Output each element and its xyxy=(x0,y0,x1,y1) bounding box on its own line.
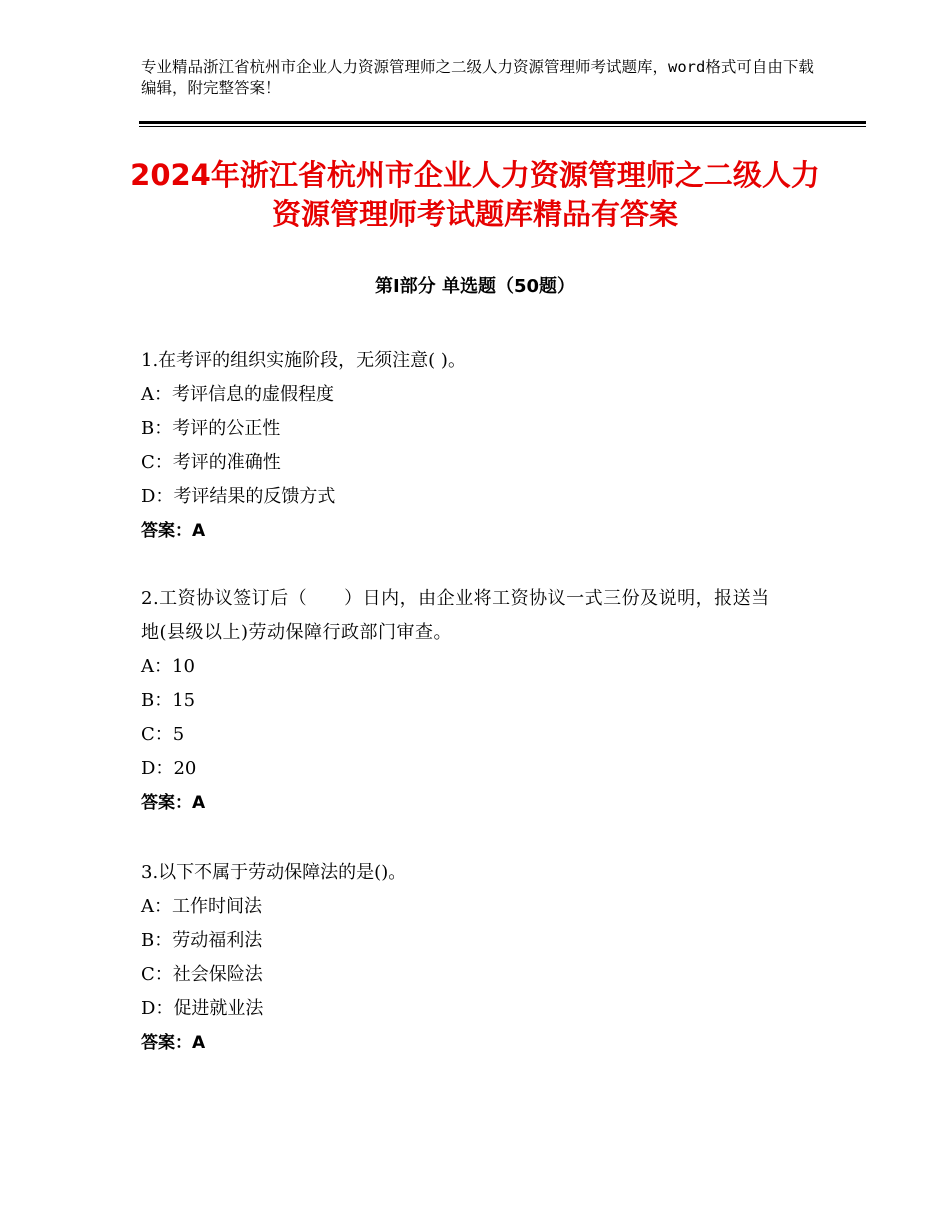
option-text: 20 xyxy=(173,758,197,779)
question-3 xyxy=(141,856,781,1060)
option-letter: A： xyxy=(141,384,172,405)
option-text: 劳动福利法 xyxy=(172,930,263,951)
section-heading: 第Ⅰ部分 单选题（50题） xyxy=(374,276,575,297)
option-c xyxy=(141,958,781,992)
option-text: 考评信息的虚假程度 xyxy=(172,384,334,405)
question-stem: 1.在考评的组织实施阶段，无须注意( )。 xyxy=(141,350,466,371)
option-text: 促进就业法 xyxy=(173,998,264,1019)
option-d xyxy=(141,992,781,1026)
option-d xyxy=(141,752,781,786)
option-text: 15 xyxy=(172,690,196,711)
option-a xyxy=(141,378,781,412)
option-letter: B： xyxy=(141,930,173,951)
option-text: 考评结果的反馈方式 xyxy=(173,486,336,507)
option-text: 考评的公正性 xyxy=(172,418,281,439)
answer-line: 答案：A xyxy=(141,521,206,541)
option-d xyxy=(141,480,781,514)
option-letter: C： xyxy=(141,964,173,985)
option-text: 10 xyxy=(172,656,195,677)
document-title: 2024年浙江省杭州市企业人力资源管理师之二级人力资源管理师考试题库精品有答案 xyxy=(130,158,820,231)
option-letter: B： xyxy=(141,690,173,711)
option-letter: D： xyxy=(141,758,174,779)
question-stem: 2.工资协议签订后（ ）日内，由企业将工资协议一式三份及说明，报送当地(县级以上)劳动保障行政部门审查。 xyxy=(141,588,770,643)
option-letter: D： xyxy=(141,486,174,507)
option-letter: C： xyxy=(141,452,173,473)
header-divider-thin xyxy=(139,126,866,127)
option-letter: C： xyxy=(141,724,173,745)
question-stem: 3.以下不属于劳动保障法的是()。 xyxy=(141,862,407,883)
answer-line: 答案：A xyxy=(141,793,206,813)
option-text: 5 xyxy=(172,724,185,745)
option-letter: A： xyxy=(141,656,172,677)
option-text: 工作时间法 xyxy=(172,896,262,917)
header-note: 专业精品浙江省杭州市企业人力资源管理师之二级人力资源管理师考试题库，word格式可自由下载编辑，附完整答案！ xyxy=(141,58,814,97)
option-text: 考评的准确性 xyxy=(172,452,281,473)
question-2 xyxy=(141,582,781,820)
option-c xyxy=(141,446,781,480)
option-c xyxy=(141,718,781,752)
option-b xyxy=(141,924,781,958)
option-a xyxy=(141,890,781,924)
option-b xyxy=(141,412,781,446)
answer-line: 答案：A xyxy=(141,1033,206,1053)
question-1 xyxy=(141,344,781,548)
option-a xyxy=(141,650,781,684)
option-text: 社会保险法 xyxy=(172,964,263,985)
option-letter: D： xyxy=(141,998,174,1019)
option-letter: A： xyxy=(141,896,172,917)
header-divider-thick xyxy=(139,121,866,124)
option-b xyxy=(141,684,781,718)
option-letter: B： xyxy=(141,418,173,439)
